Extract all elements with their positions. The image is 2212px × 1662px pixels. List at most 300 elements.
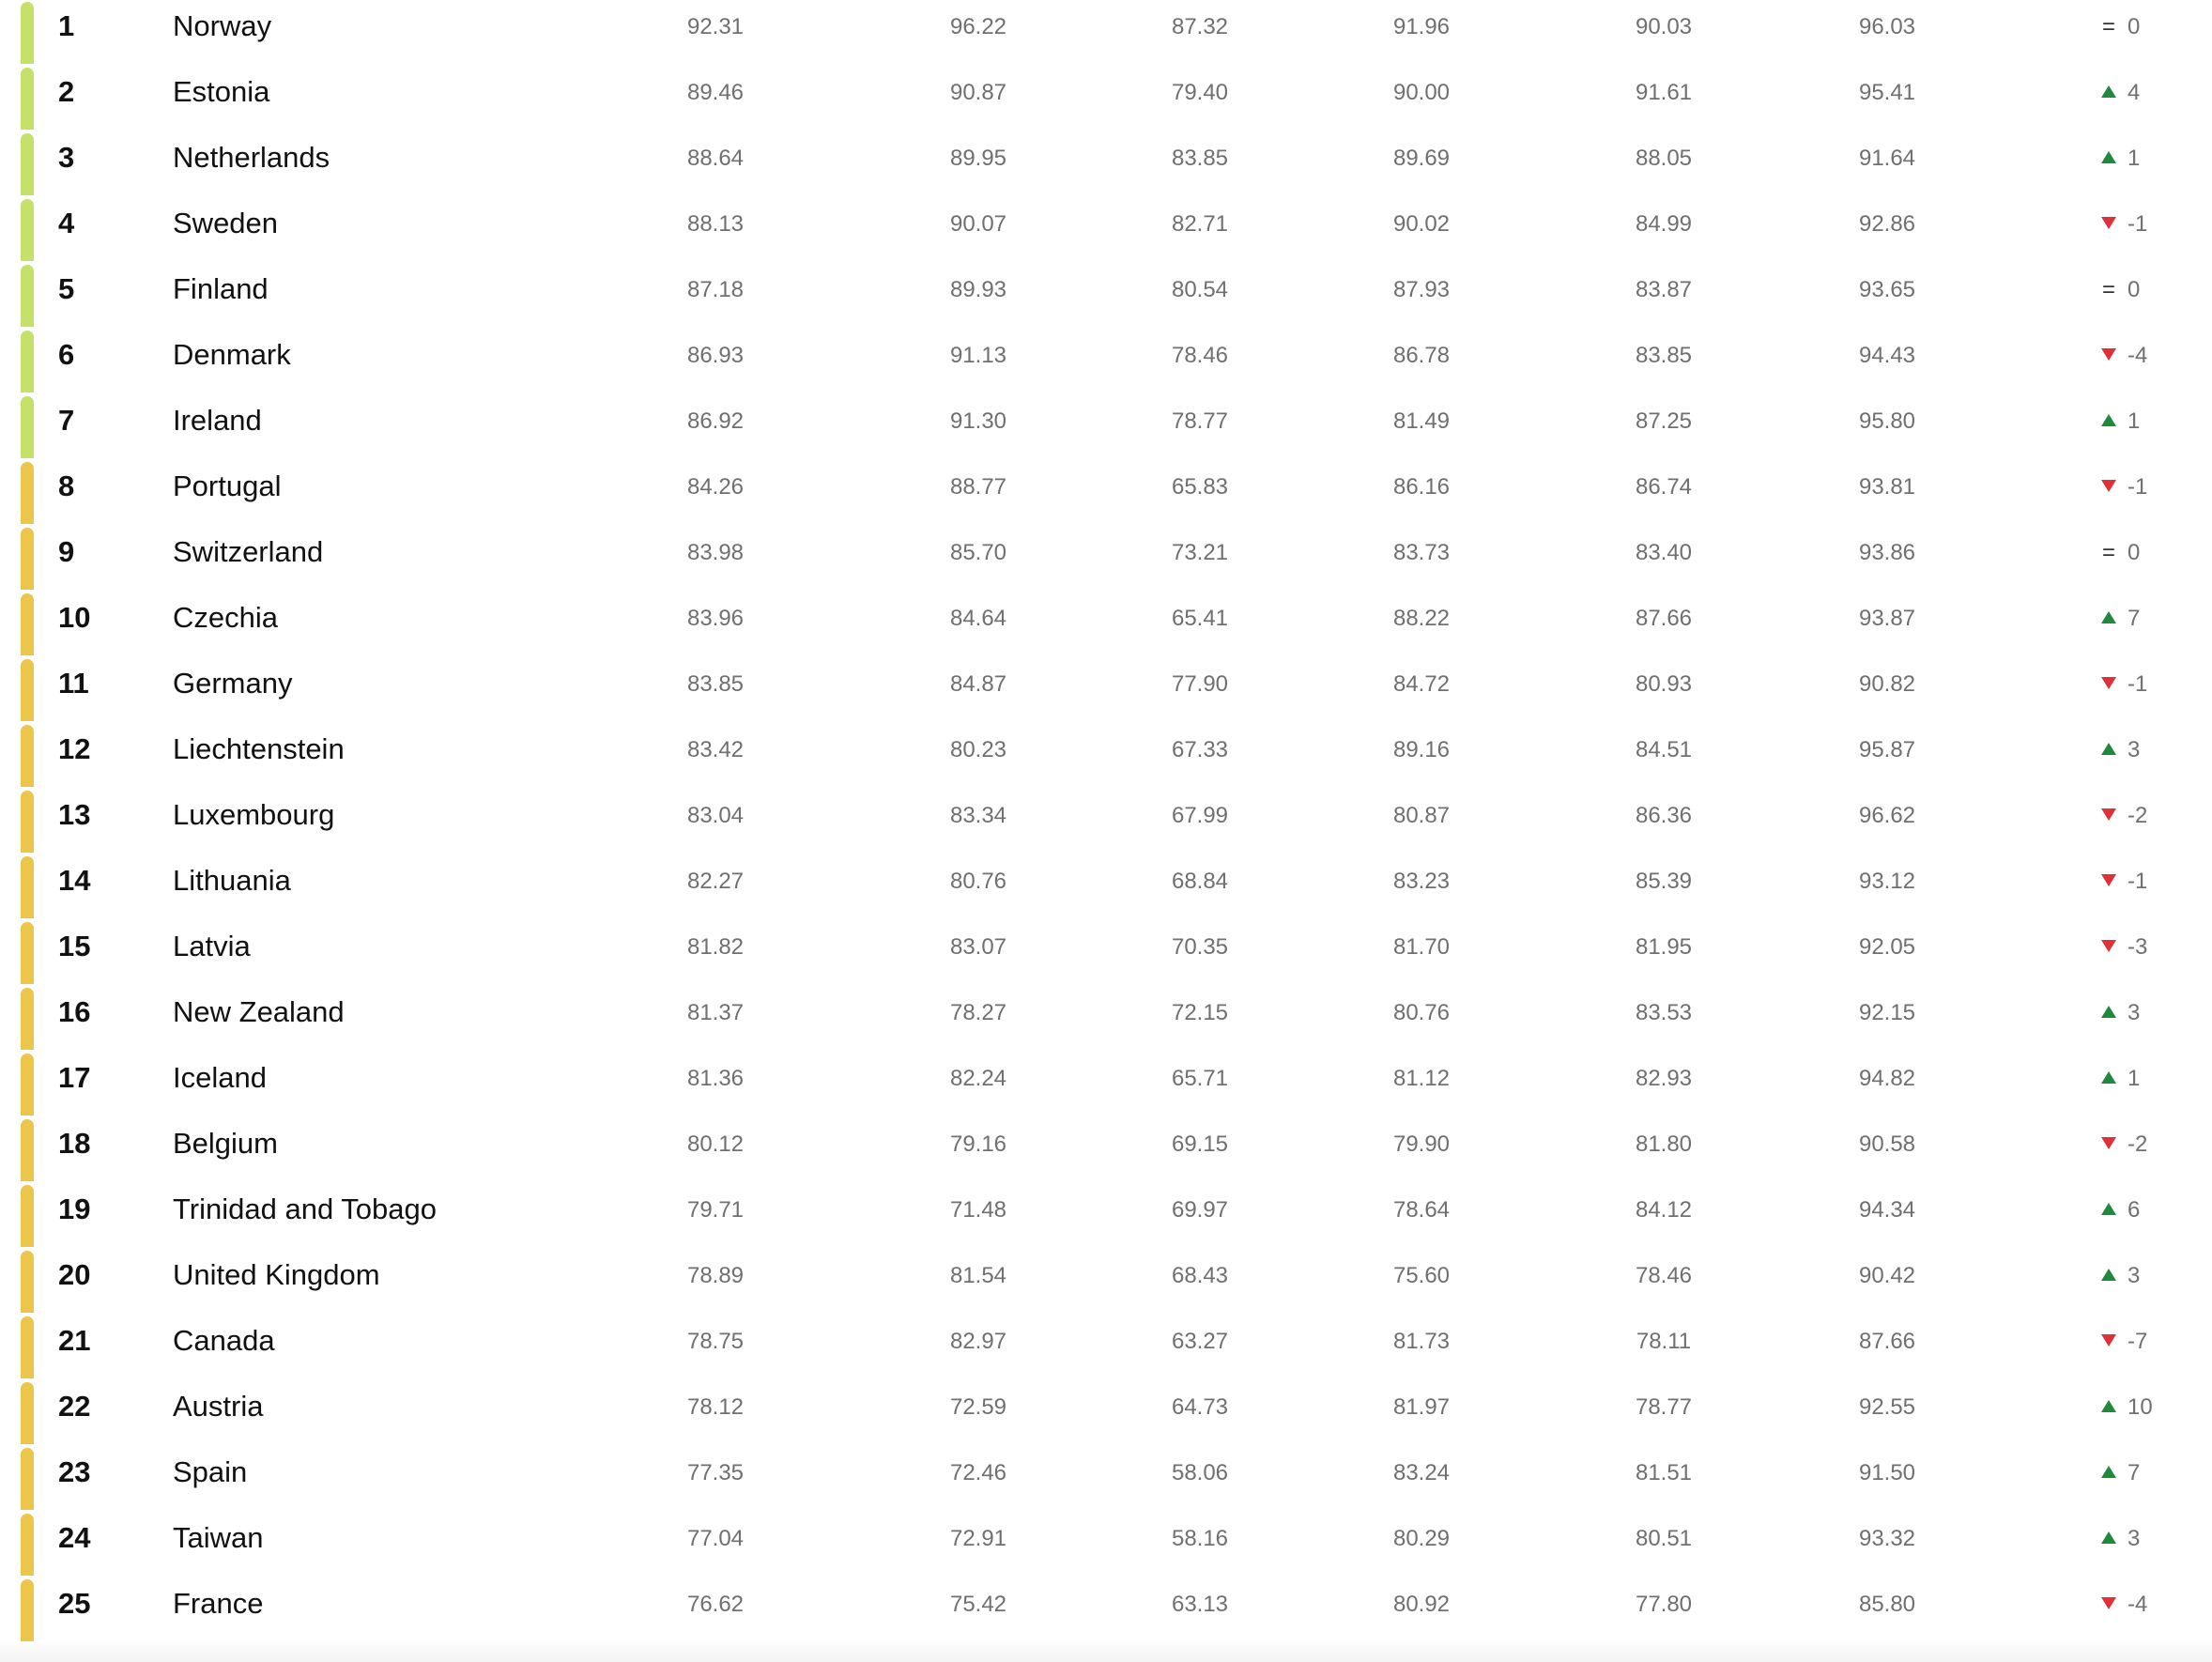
arrow-up-icon: [2099, 1052, 2118, 1106]
score-cell: 93.12: [1858, 869, 1916, 894]
tier-indicator: [21, 199, 34, 261]
score-cell: 90.02: [1392, 211, 1451, 237]
score-cell: 83.96: [686, 606, 745, 631]
score-cell: 85.70: [949, 540, 1007, 565]
score-cell: 79.40: [1171, 80, 1229, 105]
tier-indicator: [21, 1251, 34, 1313]
arrow-down-icon: [2099, 460, 2118, 515]
score-cell: 82.71: [1171, 211, 1229, 237]
table-row[interactable]: [0, 263, 2212, 329]
arrow-up-icon: [2099, 66, 2118, 120]
rank-change: [2099, 526, 2140, 592]
rank-change: [2099, 1117, 2147, 1183]
score-cell: 75.60: [1392, 1263, 1451, 1288]
rank-change: [2099, 1249, 2140, 1315]
score-cell: 88.05: [1635, 146, 1693, 171]
score-cell: 77.04: [686, 1526, 745, 1551]
table-row[interactable]: [0, 1183, 2212, 1249]
score-cell: 83.42: [686, 737, 745, 762]
tier-indicator: [21, 462, 34, 524]
rank-number: 20: [58, 1258, 91, 1291]
score-cell: 83.73: [1392, 540, 1451, 565]
tier-indicator: [21, 68, 34, 130]
country-name[interactable]: Ireland: [173, 404, 262, 437]
score-cell: 77.90: [1171, 671, 1229, 697]
score-cell: 87.25: [1635, 408, 1693, 434]
score-cell: 80.23: [949, 737, 1007, 762]
scroll-fade: [0, 1639, 2212, 1662]
score-cell: 92.31: [686, 14, 745, 39]
table-row[interactable]: [0, 197, 2212, 263]
country-name[interactable]: Trinidad and Tobago: [173, 1193, 437, 1225]
country-name[interactable]: Denmark: [173, 338, 291, 371]
rank-change: [2099, 131, 2140, 197]
country-name[interactable]: Liechtenstein: [173, 732, 345, 765]
tier-indicator: [21, 1185, 34, 1247]
table-row[interactable]: [0, 1512, 2212, 1577]
rank-number: 14: [58, 864, 91, 897]
score-cell: 78.11: [1636, 1329, 1692, 1354]
rank-number: 4: [58, 207, 75, 239]
score-cell: 83.40: [1635, 540, 1693, 565]
score-cell: 84.12: [1635, 1197, 1693, 1223]
tier-indicator: [21, 528, 34, 590]
score-cell: 83.85: [1635, 343, 1693, 368]
rank-change-value: -4: [2128, 343, 2148, 368]
country-name[interactable]: Sweden: [173, 207, 279, 239]
score-cell: 71.48: [949, 1197, 1007, 1223]
score-cell: 87.66: [1858, 1329, 1916, 1354]
score-cell: 84.99: [1635, 211, 1693, 237]
rank-change-value: 3: [2128, 1263, 2141, 1288]
score-cell: 90.58: [1858, 1131, 1916, 1157]
rank-change-value: -3: [2128, 934, 2148, 960]
score-cell: 73.21: [1171, 540, 1229, 565]
arrow-down-icon: [2099, 197, 2118, 252]
score-cell: 89.16: [1392, 737, 1451, 762]
tier-indicator: [21, 1119, 34, 1181]
score-cell: 78.89: [686, 1263, 745, 1288]
score-cell: 88.13: [686, 211, 745, 237]
tier-indicator: [21, 1054, 34, 1116]
score-cell: 78.77: [1171, 408, 1229, 434]
rank-change-value: -1: [2128, 474, 2148, 500]
score-cell: 77.80: [1635, 1592, 1693, 1617]
tier-indicator: [21, 1448, 34, 1510]
rank-change: [2099, 0, 2140, 66]
rank-change: [2099, 854, 2147, 920]
country-name[interactable]: Estonia: [173, 75, 270, 108]
arrow-up-icon: [2099, 394, 2118, 449]
rank-number: 22: [58, 1390, 91, 1423]
table-row[interactable]: [0, 854, 2212, 920]
score-cell: 92.86: [1858, 211, 1916, 237]
tier-indicator: [21, 1579, 34, 1641]
score-cell: 83.87: [1635, 277, 1693, 302]
tier-indicator: [21, 791, 34, 853]
equal-icon: =: [2101, 277, 2115, 302]
rank-change: [2099, 460, 2147, 526]
score-cell: 81.51: [1635, 1460, 1693, 1485]
rank-number: 9: [58, 535, 75, 568]
table-row[interactable]: [0, 131, 2212, 197]
rank-change: [2099, 394, 2140, 460]
rank-change: [2099, 197, 2147, 263]
rank-change-value: 0: [2128, 540, 2141, 565]
rank-change-value: 6: [2128, 1197, 2141, 1223]
score-cell: 69.97: [1171, 1197, 1229, 1223]
score-cell: 81.54: [949, 1263, 1007, 1288]
rank-number: 18: [58, 1127, 91, 1160]
tier-indicator: [21, 922, 34, 984]
country-name[interactable]: Spain: [173, 1455, 248, 1488]
score-cell: 80.29: [1392, 1526, 1451, 1551]
score-cell: 83.23: [1392, 869, 1451, 894]
rank-change-value: -2: [2128, 1131, 2148, 1157]
rank-change-value: 3: [2128, 1526, 2141, 1551]
score-cell: 82.27: [686, 869, 745, 894]
score-cell: 81.36: [686, 1066, 745, 1091]
score-cell: 83.04: [686, 803, 745, 828]
table-row[interactable]: [0, 66, 2212, 131]
arrow-down-icon: [2099, 1315, 2118, 1369]
score-cell: 87.66: [1635, 606, 1693, 631]
score-cell: 77.35: [686, 1460, 745, 1485]
table-row[interactable]: [0, 986, 2212, 1052]
score-cell: 89.46: [686, 80, 745, 105]
country-name[interactable]: Belgium: [173, 1127, 278, 1160]
country-name[interactable]: Austria: [173, 1390, 264, 1423]
table-row[interactable]: [0, 1249, 2212, 1315]
score-cell: 83.53: [1635, 1000, 1693, 1025]
rank-change-value: -1: [2128, 671, 2148, 697]
score-cell: 78.77: [1635, 1394, 1693, 1420]
score-cell: 78.46: [1171, 343, 1229, 368]
tier-indicator: [21, 2, 34, 64]
table-row[interactable]: [0, 394, 2212, 460]
rank-change-value: 3: [2128, 737, 2141, 762]
score-cell: 79.16: [949, 1131, 1007, 1157]
country-name[interactable]: United Kingdom: [173, 1258, 380, 1291]
rank-change-value: 7: [2128, 1460, 2141, 1485]
score-cell: 83.98: [686, 540, 745, 565]
score-cell: 89.69: [1392, 146, 1451, 171]
score-cell: 80.12: [686, 1131, 745, 1157]
score-cell: 87.93: [1392, 277, 1451, 302]
rank-change-value: 0: [2128, 14, 2141, 39]
score-cell: 72.59: [949, 1394, 1007, 1420]
score-cell: 78.12: [686, 1394, 745, 1420]
score-cell: 68.43: [1171, 1263, 1229, 1288]
score-cell: 80.54: [1171, 277, 1229, 302]
score-cell: 83.07: [949, 934, 1007, 960]
score-cell: 78.75: [686, 1329, 745, 1354]
score-cell: 81.97: [1392, 1394, 1451, 1420]
table-row[interactable]: [0, 657, 2212, 723]
score-cell: 86.36: [1635, 803, 1693, 828]
score-cell: 82.93: [1635, 1066, 1693, 1091]
score-cell: 81.95: [1635, 934, 1693, 960]
rank-number: 8: [58, 469, 75, 502]
rank-change: [2099, 723, 2140, 789]
score-cell: 85.39: [1635, 869, 1693, 894]
score-cell: 67.33: [1171, 737, 1229, 762]
table-row[interactable]: [0, 1315, 2212, 1380]
rank-number: 16: [58, 995, 91, 1028]
table-row[interactable]: [0, 1446, 2212, 1512]
score-cell: 78.46: [1635, 1263, 1693, 1288]
score-cell: 82.24: [949, 1066, 1007, 1091]
rank-number: 25: [58, 1587, 91, 1620]
score-cell: 84.87: [949, 671, 1007, 697]
country-name[interactable]: France: [173, 1587, 264, 1620]
score-cell: 90.00: [1392, 80, 1451, 105]
tier-indicator: [21, 856, 34, 918]
rank-number: 11: [58, 667, 89, 700]
arrow-up-icon: [2099, 1249, 2118, 1303]
score-cell: 65.83: [1171, 474, 1229, 500]
rank-change-value: 7: [2128, 606, 2141, 631]
score-cell: 88.64: [686, 146, 745, 171]
score-cell: 72.91: [949, 1526, 1007, 1551]
country-name[interactable]: Norway: [173, 9, 272, 42]
rank-change-value: -7: [2128, 1329, 2148, 1354]
arrow-up-icon: [2099, 1183, 2118, 1238]
table-row[interactable]: [0, 789, 2212, 854]
score-cell: 91.61: [1635, 80, 1693, 105]
score-cell: 84.26: [686, 474, 745, 500]
score-cell: 91.30: [949, 408, 1007, 434]
rank-change: [2099, 1446, 2140, 1512]
tier-indicator: [21, 1382, 34, 1444]
rank-number: 15: [58, 930, 91, 962]
tier-indicator: [21, 659, 34, 721]
arrow-down-icon: [2099, 329, 2118, 383]
table-row[interactable]: [0, 0, 2212, 66]
score-cell: 96.22: [949, 14, 1007, 39]
score-cell: 80.92: [1392, 1592, 1451, 1617]
rank-change-value: 1: [2128, 408, 2141, 434]
score-cell: 83.24: [1392, 1460, 1451, 1485]
rank-number: 21: [58, 1324, 91, 1357]
score-cell: 84.51: [1635, 737, 1693, 762]
score-cell: 90.03: [1635, 14, 1693, 39]
rank-number: 3: [58, 141, 75, 174]
country-name[interactable]: Czechia: [173, 601, 278, 634]
arrow-up-icon: [2099, 131, 2118, 186]
rank-change: [2099, 789, 2147, 854]
score-cell: 86.74: [1635, 474, 1693, 500]
rank-change-value: -1: [2128, 211, 2148, 237]
tier-indicator: [21, 593, 34, 655]
tier-indicator: [21, 1316, 34, 1378]
score-cell: 92.15: [1858, 1000, 1916, 1025]
rank-change: [2099, 986, 2140, 1052]
table-row[interactable]: [0, 329, 2212, 394]
rank-number: 19: [58, 1193, 91, 1225]
tier-indicator: [21, 988, 34, 1050]
score-cell: 72.46: [949, 1460, 1007, 1485]
arrow-down-icon: [2099, 920, 2118, 975]
score-cell: 63.13: [1171, 1592, 1229, 1617]
country-name[interactable]: Canada: [173, 1324, 275, 1357]
score-cell: 93.65: [1858, 277, 1916, 302]
score-cell: 80.87: [1392, 803, 1451, 828]
score-cell: 68.84: [1171, 869, 1229, 894]
rank-number: 1: [58, 9, 75, 42]
rank-change-value: 10: [2128, 1394, 2153, 1420]
rank-number: 17: [58, 1061, 91, 1094]
score-cell: 81.73: [1392, 1329, 1451, 1354]
table-row[interactable]: [0, 920, 2212, 986]
table-row[interactable]: [0, 1380, 2212, 1446]
rank-change: [2099, 1380, 2153, 1446]
country-name[interactable]: Lithuania: [173, 864, 291, 897]
score-cell: 81.49: [1392, 408, 1451, 434]
score-cell: 79.90: [1392, 1131, 1451, 1157]
score-cell: 81.70: [1392, 934, 1451, 960]
country-name[interactable]: Latvia: [173, 930, 251, 962]
country-name[interactable]: Finland: [173, 272, 269, 305]
score-cell: 65.71: [1171, 1066, 1229, 1091]
rank-change: [2099, 1052, 2140, 1117]
score-cell: 90.82: [1858, 671, 1916, 697]
rank-change: [2099, 920, 2147, 986]
score-cell: 89.93: [949, 277, 1007, 302]
score-cell: 86.93: [686, 343, 745, 368]
tier-indicator: [21, 331, 34, 392]
score-cell: 86.78: [1392, 343, 1451, 368]
score-cell: 89.95: [949, 146, 1007, 171]
equal-icon: =: [2101, 540, 2115, 565]
score-cell: 81.12: [1392, 1066, 1451, 1091]
score-cell: 95.80: [1858, 408, 1916, 434]
score-cell: 86.92: [686, 408, 745, 434]
tier-indicator: [21, 396, 34, 458]
rank-number: 23: [58, 1455, 91, 1488]
country-name[interactable]: Taiwan: [173, 1521, 264, 1554]
rank-change: [2099, 657, 2147, 723]
equal-icon: =: [2101, 14, 2115, 39]
tier-indicator: [21, 265, 34, 327]
table-row[interactable]: [0, 460, 2212, 526]
rank-change: [2099, 329, 2147, 394]
table-row[interactable]: [0, 1052, 2212, 1117]
rank-change-value: 0: [2128, 277, 2141, 302]
rank-change: [2099, 263, 2140, 329]
score-cell: 81.82: [686, 934, 745, 960]
score-cell: 96.62: [1858, 803, 1916, 828]
score-cell: 81.80: [1635, 1131, 1693, 1157]
rank-change: [2099, 1512, 2140, 1577]
rank-change: [2099, 66, 2140, 131]
score-cell: 64.73: [1171, 1394, 1229, 1420]
country-name[interactable]: Switzerland: [173, 535, 324, 568]
table-row[interactable]: [0, 592, 2212, 657]
score-cell: 69.15: [1171, 1131, 1229, 1157]
table-row[interactable]: [0, 1577, 2212, 1643]
table-row[interactable]: [0, 526, 2212, 592]
arrow-down-icon: [2099, 789, 2118, 843]
arrow-up-icon: [2099, 723, 2118, 777]
score-cell: 80.51: [1635, 1526, 1693, 1551]
score-cell: 90.87: [949, 80, 1007, 105]
country-name[interactable]: Iceland: [173, 1061, 267, 1094]
score-cell: 58.06: [1171, 1460, 1229, 1485]
score-cell: 90.07: [949, 211, 1007, 237]
score-cell: 81.37: [686, 1000, 745, 1025]
score-cell: 95.41: [1858, 80, 1916, 105]
score-cell: 72.15: [1171, 1000, 1229, 1025]
score-cell: 83.85: [1171, 146, 1229, 171]
rank-number: 6: [58, 338, 75, 371]
score-cell: 93.86: [1858, 540, 1916, 565]
country-name[interactable]: Luxembourg: [173, 798, 335, 831]
score-cell: 76.62: [686, 1592, 745, 1617]
score-cell: 84.72: [1392, 671, 1451, 697]
arrow-down-icon: [2099, 657, 2118, 712]
arrow-down-icon: [2099, 854, 2118, 909]
country-name[interactable]: Germany: [173, 667, 293, 700]
table-row[interactable]: [0, 1117, 2212, 1183]
rank-change: [2099, 592, 2140, 657]
rank-change-value: -2: [2128, 803, 2148, 828]
rank-change-value: 1: [2128, 1066, 2141, 1091]
score-cell: 93.81: [1858, 474, 1916, 500]
score-cell: 92.05: [1858, 934, 1916, 960]
table-row[interactable]: [0, 723, 2212, 789]
score-cell: 79.71: [686, 1197, 745, 1223]
arrow-up-icon: [2099, 1380, 2118, 1435]
rank-change-value: 4: [2128, 80, 2141, 105]
score-cell: 78.27: [949, 1000, 1007, 1025]
score-cell: 84.64: [949, 606, 1007, 631]
score-cell: 88.22: [1392, 606, 1451, 631]
rank-change-value: -1: [2128, 869, 2148, 894]
country-name[interactable]: New Zealand: [173, 995, 345, 1028]
score-cell: 87.32: [1171, 14, 1229, 39]
rank-number: 7: [58, 404, 75, 437]
rank-change-value: 1: [2128, 146, 2141, 171]
score-cell: 94.43: [1858, 343, 1916, 368]
country-name[interactable]: Portugal: [173, 469, 282, 502]
arrow-down-icon: [2099, 1117, 2118, 1172]
arrow-up-icon: [2099, 986, 2118, 1040]
score-cell: 87.18: [686, 277, 745, 302]
score-cell: 93.87: [1858, 606, 1916, 631]
score-cell: 80.76: [949, 869, 1007, 894]
score-cell: 63.27: [1171, 1329, 1229, 1354]
score-cell: 95.87: [1858, 737, 1916, 762]
score-cell: 78.64: [1392, 1197, 1451, 1223]
rank-number: 12: [58, 732, 91, 765]
score-cell: 85.80: [1858, 1592, 1916, 1617]
rank-change: [2099, 1183, 2140, 1249]
score-cell: 83.85: [686, 671, 745, 697]
rank-number: 10: [58, 601, 91, 634]
score-cell: 91.64: [1858, 146, 1916, 171]
score-cell: 91.50: [1858, 1460, 1916, 1485]
rank-number: 5: [58, 272, 75, 305]
score-cell: 80.76: [1392, 1000, 1451, 1025]
rank-change-value: 3: [2128, 1000, 2141, 1025]
score-cell: 96.03: [1858, 14, 1916, 39]
rank-change: [2099, 1577, 2147, 1643]
tier-indicator: [21, 725, 34, 787]
score-cell: 91.96: [1392, 14, 1451, 39]
country-name[interactable]: Netherlands: [173, 141, 330, 174]
rank-number: 13: [58, 798, 91, 831]
